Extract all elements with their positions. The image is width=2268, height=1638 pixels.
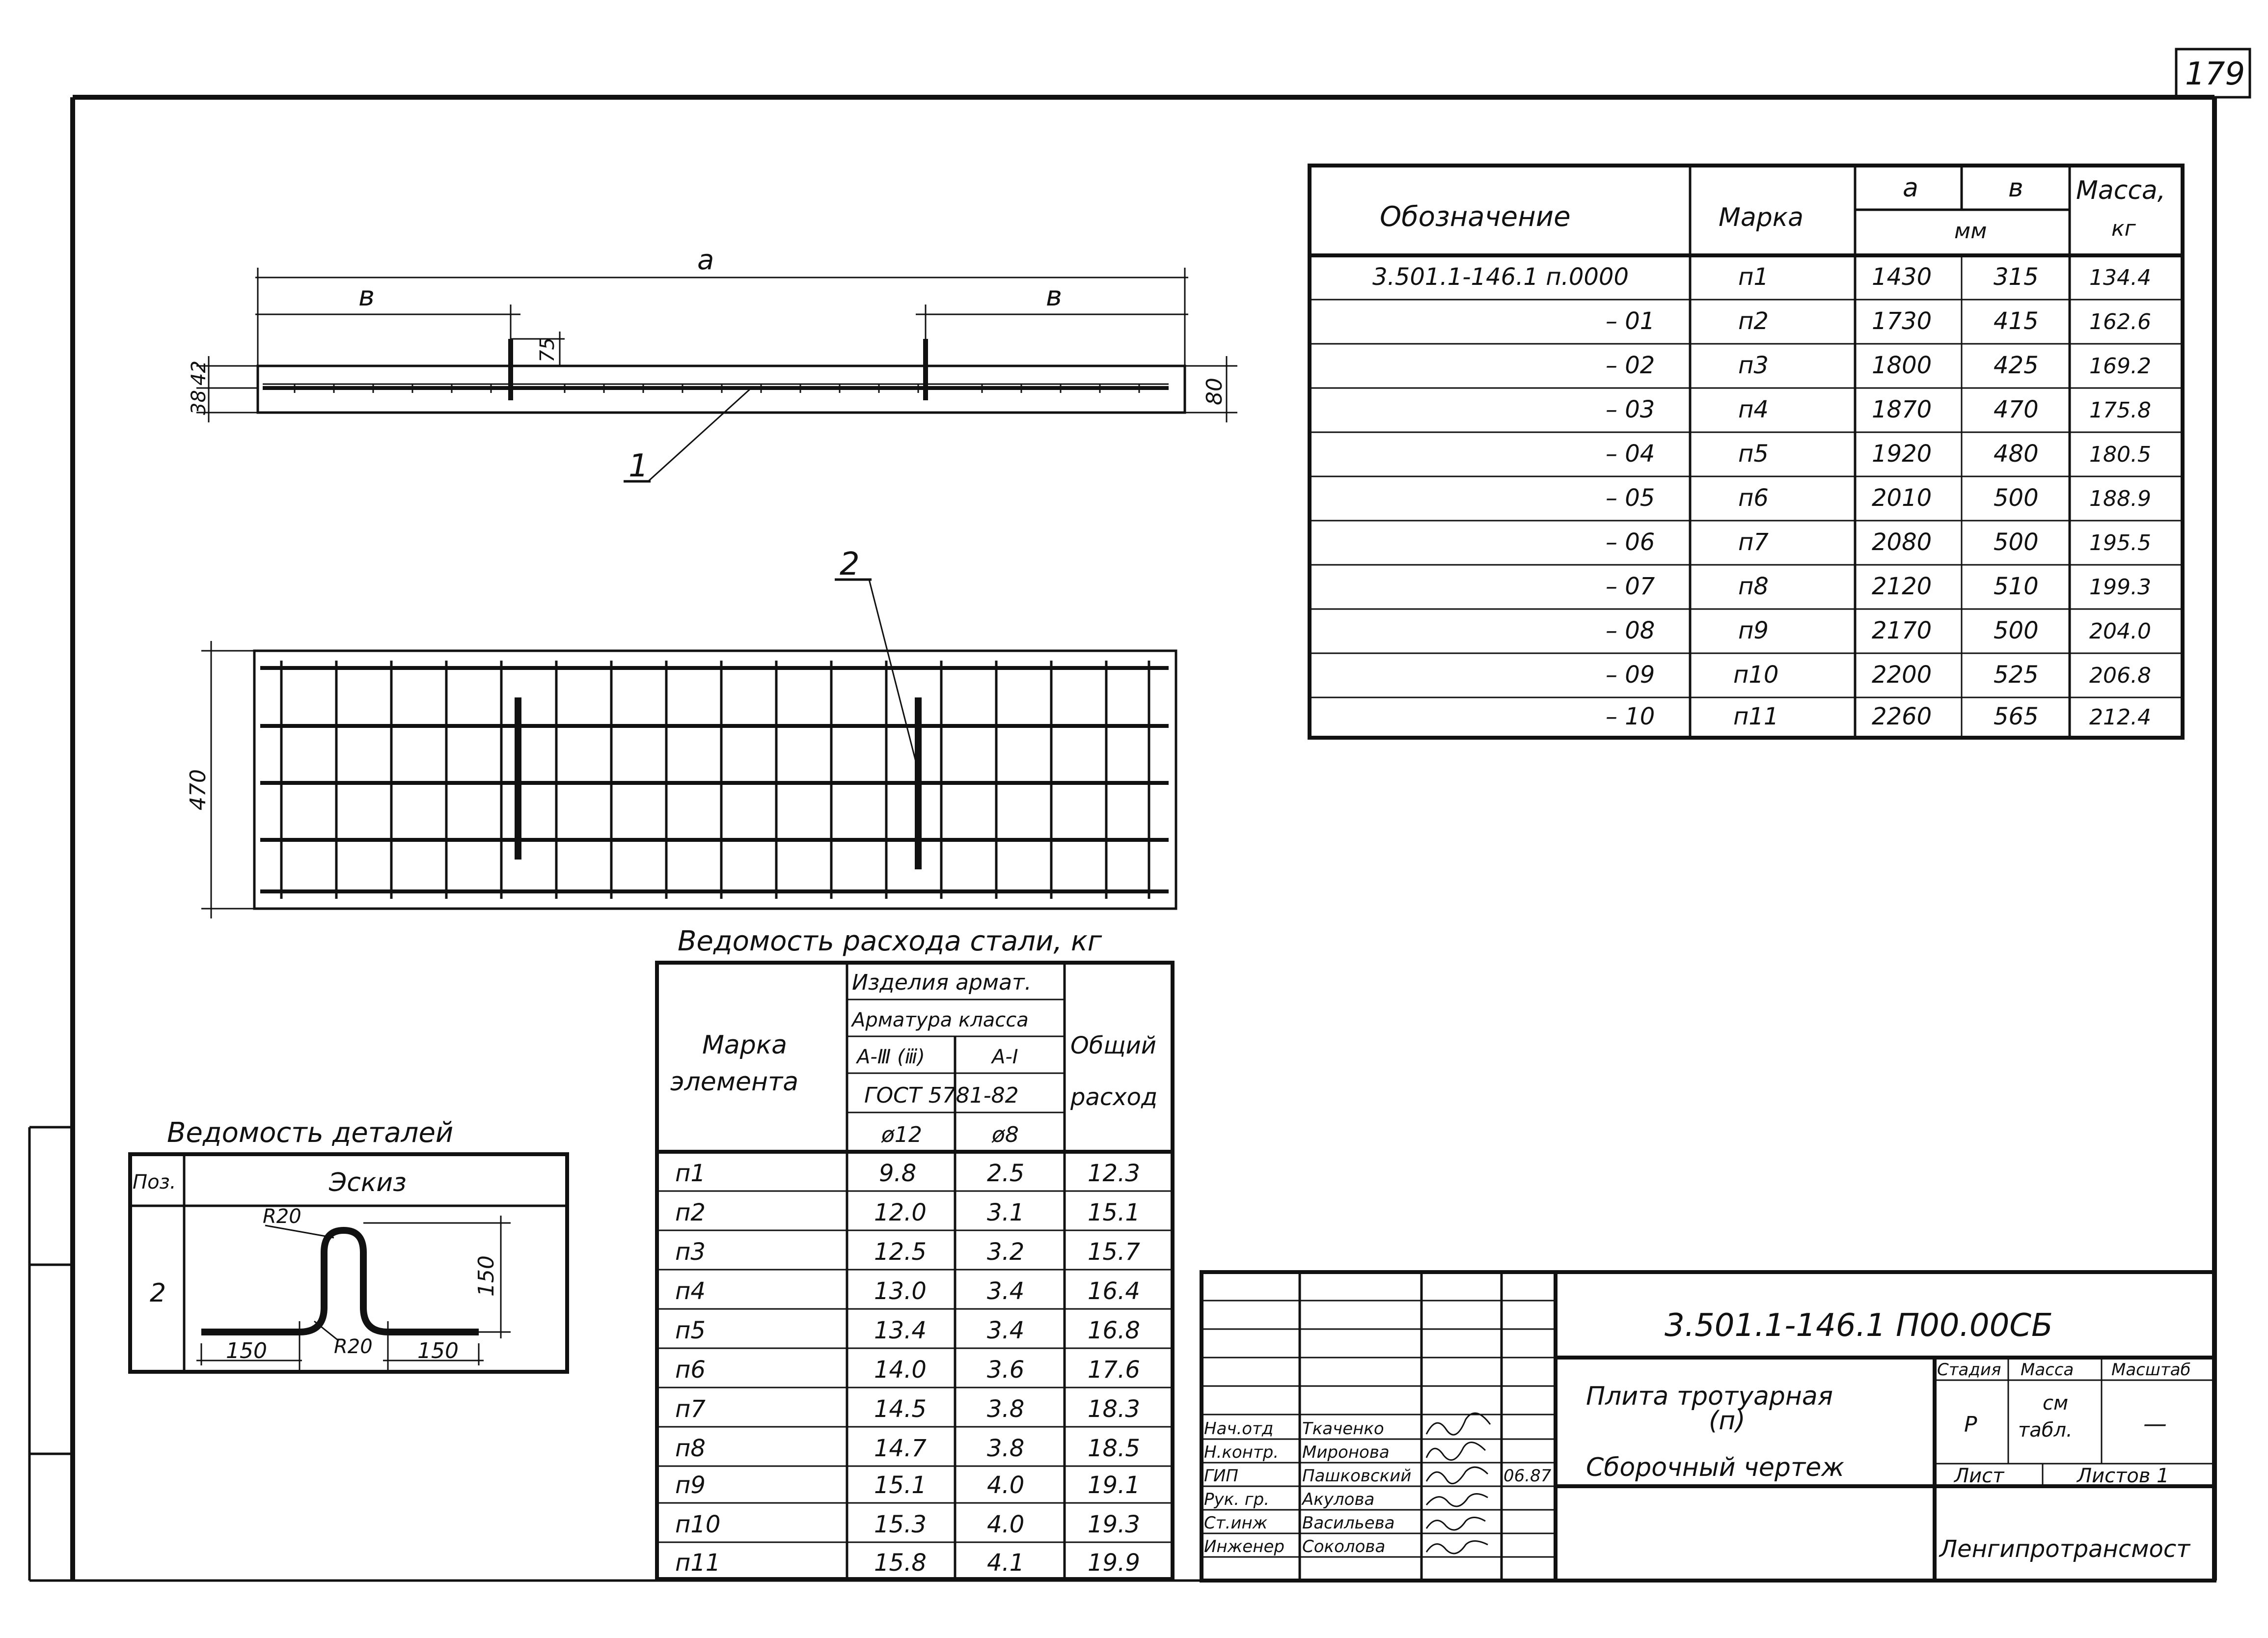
spec-designation: – 02 xyxy=(1606,352,1655,379)
spec-mark: п10 xyxy=(1733,661,1779,689)
steel-total: 17.6 xyxy=(1088,1356,1140,1384)
spec-header-mm: мм xyxy=(1954,219,1987,244)
spec-a: 1730 xyxy=(1872,307,1932,335)
spec-a: 2010 xyxy=(1872,484,1932,512)
spec-designation: – 05 xyxy=(1606,484,1655,512)
details-table-title: Ведомость деталей xyxy=(167,1117,454,1149)
steel-row xyxy=(675,1317,1140,1344)
spec-header-a: a xyxy=(1903,173,1918,203)
steel-d8: 4.1 xyxy=(987,1549,1025,1577)
spec-b: 470 xyxy=(1994,396,2039,423)
spec-mark: п8 xyxy=(1738,573,1769,600)
spec-mass: 162.6 xyxy=(2089,309,2151,334)
spec-designation: – 10 xyxy=(1606,703,1655,730)
steel-d8: 3.4 xyxy=(987,1317,1025,1344)
steel-d8: 4.0 xyxy=(987,1471,1025,1499)
steel-total: 19.3 xyxy=(1088,1511,1140,1538)
spec-designation: – 08 xyxy=(1606,617,1655,644)
steel-d12: 14.0 xyxy=(874,1356,927,1384)
spec-row xyxy=(1372,263,2151,291)
steel-total: 18.3 xyxy=(1088,1395,1140,1423)
detail-dim-left: 150 xyxy=(226,1338,267,1363)
staff-name: Акулова xyxy=(1302,1490,1375,1509)
staff-role: Рук. гр. xyxy=(1204,1490,1270,1509)
spec-a: 1800 xyxy=(1872,352,1932,379)
steel-total: 16.4 xyxy=(1088,1277,1140,1305)
staff-role: Н.контр. xyxy=(1204,1443,1279,1462)
steel-mark: п11 xyxy=(675,1549,721,1577)
steel-mark: п3 xyxy=(675,1238,706,1266)
title-stage-value: Р xyxy=(1964,1412,1977,1437)
steel-d12: 14.7 xyxy=(874,1435,927,1462)
sheet-number: 179 xyxy=(2185,56,2245,92)
spec-a: 2120 xyxy=(1872,573,1932,600)
staff-role: Нач.отд xyxy=(1204,1419,1274,1439)
dim-80: 80 xyxy=(1202,378,1227,405)
steel-total: 12.3 xyxy=(1088,1160,1140,1187)
details-h-pos: Поз. xyxy=(133,1171,176,1194)
steel-h-class: Арматура класса xyxy=(852,1009,1029,1031)
dim-b-right: в xyxy=(1046,280,1063,312)
spec-b: 500 xyxy=(1994,617,2039,644)
steel-h-mark-1: Марка xyxy=(702,1030,788,1060)
steel-h-gost: ГОСТ 5781-82 xyxy=(864,1083,1019,1108)
detail-2-sketch xyxy=(201,1230,479,1332)
steel-total: 16.8 xyxy=(1088,1317,1140,1344)
spec-mark: п2 xyxy=(1738,307,1769,335)
staff-row xyxy=(1204,1443,1485,1462)
spec-a: 1920 xyxy=(1872,440,1932,468)
spec-b: 315 xyxy=(1994,263,2039,291)
steel-row xyxy=(675,1511,1140,1538)
steel-h-d12: ø12 xyxy=(881,1122,922,1147)
steel-total: 19.9 xyxy=(1088,1549,1140,1577)
spec-header-designation: Обозначение xyxy=(1380,201,1571,233)
title-stage-header: Стадия xyxy=(1937,1360,2001,1380)
steel-d8: 3.8 xyxy=(987,1435,1025,1462)
title-sheet-header: Лист xyxy=(1954,1465,2004,1487)
steel-mark: п8 xyxy=(675,1435,706,1462)
steel-row xyxy=(675,1356,1140,1384)
staff-name: Васильева xyxy=(1302,1513,1395,1533)
spec-designation: 3.501.1-146.1 п.0000 xyxy=(1372,263,1629,291)
spec-designation: – 03 xyxy=(1606,396,1655,423)
steel-row xyxy=(675,1549,1140,1577)
staff-role: Ст.инж xyxy=(1204,1513,1268,1533)
spec-mark: п1 xyxy=(1738,263,1769,291)
staff-role: ГИП xyxy=(1204,1466,1238,1486)
staff-row xyxy=(1204,1490,1488,1509)
steel-h-total-2: расход xyxy=(1070,1083,1158,1111)
spec-mass: 212.4 xyxy=(2089,705,2151,730)
elevation-view xyxy=(188,244,1237,484)
spec-designation: – 07 xyxy=(1606,573,1655,600)
steel-total: 15.7 xyxy=(1088,1238,1140,1266)
spec-header-b: в xyxy=(2008,173,2023,203)
staff-name: Пашковский xyxy=(1302,1466,1412,1486)
detail-radius-bottom: R20 xyxy=(334,1335,373,1358)
steel-mark: п4 xyxy=(675,1277,706,1305)
staff-role: Инженер xyxy=(1204,1537,1284,1556)
callout-2: 2 xyxy=(840,546,860,583)
spec-a: 2260 xyxy=(1872,703,1932,730)
steel-d8: 3.1 xyxy=(987,1199,1025,1226)
steel-table-title: Ведомость расхода стали, кг xyxy=(678,925,1102,957)
spec-header-mark: Марка xyxy=(1719,203,1804,232)
title-sheets-header: Листов 1 xyxy=(2077,1465,2169,1487)
title-mass-header: Масса xyxy=(2021,1360,2074,1380)
spec-b: 500 xyxy=(1994,528,2039,556)
staff-name: Соколова xyxy=(1302,1537,1386,1556)
staff-row xyxy=(1204,1466,1552,1486)
dim-b-left: в xyxy=(358,280,375,312)
signature xyxy=(1426,1467,1488,1484)
title-name-2: (п) xyxy=(1709,1406,1746,1436)
steel-d8: 4.0 xyxy=(987,1511,1025,1538)
steel-d8: 2.5 xyxy=(987,1160,1025,1187)
steel-mark: п9 xyxy=(675,1471,706,1499)
steel-row xyxy=(675,1471,1140,1499)
dim-a: a xyxy=(697,244,714,276)
steel-d12: 13.4 xyxy=(874,1317,927,1344)
spec-a: 2080 xyxy=(1872,528,1932,556)
signature xyxy=(1426,1518,1485,1530)
spec-mass: 134.4 xyxy=(2089,265,2151,290)
title-organization: Ленгипротрансмост xyxy=(1940,1535,2190,1563)
spec-header-mass-1: Масса, xyxy=(2076,176,2166,205)
spec-b: 525 xyxy=(1994,661,2039,689)
spec-b: 500 xyxy=(1994,484,2039,512)
spec-mass: 180.5 xyxy=(2089,442,2151,467)
steel-table xyxy=(657,925,1173,1579)
steel-h-total-1: Общий xyxy=(1070,1032,1156,1059)
steel-mark: п6 xyxy=(675,1356,706,1384)
title-block xyxy=(1202,1272,2214,1581)
details-table xyxy=(130,1117,567,1372)
spec-designation: – 06 xyxy=(1606,528,1655,556)
steel-mark: п2 xyxy=(675,1199,706,1226)
signature xyxy=(1426,1413,1490,1435)
title-name-1: Плита тротуарная xyxy=(1586,1382,1833,1411)
spec-mark: п11 xyxy=(1733,703,1779,730)
steel-total: 19.1 xyxy=(1088,1471,1140,1499)
title-mass-value-1: см xyxy=(2043,1392,2069,1415)
steel-h-products: Изделия армат. xyxy=(852,970,1032,995)
spec-header-mass-2: кг xyxy=(2111,216,2136,241)
spec-a: 1870 xyxy=(1872,396,1932,423)
steel-h-a3: А-Ⅲ (ⅲ) xyxy=(857,1046,925,1068)
steel-d8: 3.4 xyxy=(987,1277,1025,1305)
spec-designation: – 09 xyxy=(1606,661,1655,689)
staff-name: Миронова xyxy=(1302,1443,1390,1462)
title-name-3: Сборочный чертеж xyxy=(1586,1453,1844,1482)
plan-view xyxy=(186,546,1176,918)
spec-mass: 169.2 xyxy=(2089,354,2151,379)
spec-b: 510 xyxy=(1994,573,2039,600)
dim-42: 42 xyxy=(188,361,210,386)
details-pos: 2 xyxy=(150,1278,166,1308)
spec-b: 565 xyxy=(1994,703,2039,730)
steel-d12: 12.0 xyxy=(874,1199,927,1226)
spec-a: 2200 xyxy=(1872,661,1932,689)
staff-row xyxy=(1204,1513,1485,1533)
spec-mark: п5 xyxy=(1738,440,1769,468)
spec-b: 415 xyxy=(1994,307,2039,335)
spec-designation: – 01 xyxy=(1606,307,1655,335)
callout-1: 1 xyxy=(628,448,649,484)
signature xyxy=(1426,1443,1485,1460)
steel-h-d8: ø8 xyxy=(992,1122,1019,1147)
steel-total: 18.5 xyxy=(1088,1435,1140,1462)
steel-d12: 15.8 xyxy=(874,1549,927,1577)
steel-row xyxy=(675,1238,1140,1266)
steel-d12: 9.8 xyxy=(879,1160,917,1187)
title-code: 3.501.1-146.1 П00.00СБ xyxy=(1665,1307,2053,1344)
title-scale-value: — xyxy=(2143,1410,2167,1438)
steel-d8: 3.2 xyxy=(987,1238,1025,1266)
staff-date: 06.87 xyxy=(1503,1466,1552,1486)
steel-mark: п1 xyxy=(675,1160,706,1187)
spec-designation: – 04 xyxy=(1606,440,1655,468)
details-h-sketch: Эскиз xyxy=(329,1168,407,1197)
spec-mass: 204.0 xyxy=(2089,619,2151,644)
title-scale-header: Масштаб xyxy=(2111,1360,2191,1380)
steel-row xyxy=(675,1199,1140,1226)
steel-total: 15.1 xyxy=(1088,1199,1140,1226)
steel-d12: 13.0 xyxy=(874,1277,927,1305)
steel-row xyxy=(675,1277,1140,1305)
spec-mark: п4 xyxy=(1738,396,1769,423)
spec-table xyxy=(1310,166,2183,738)
dim-470: 470 xyxy=(186,769,211,810)
steel-d12: 15.3 xyxy=(874,1511,927,1538)
staff-row xyxy=(1204,1537,1488,1556)
signature xyxy=(1426,1494,1488,1507)
dim-75: 75 xyxy=(536,337,559,362)
spec-b: 425 xyxy=(1994,352,2039,379)
steel-d8: 3.8 xyxy=(987,1395,1025,1423)
steel-d12: 12.5 xyxy=(874,1238,927,1266)
spec-b: 480 xyxy=(1994,440,2039,468)
steel-row xyxy=(675,1160,1140,1187)
steel-h-mark-2: элемента xyxy=(670,1067,799,1097)
spec-mass: 175.8 xyxy=(2089,398,2151,423)
detail-dim-right: 150 xyxy=(417,1338,459,1363)
steel-row xyxy=(675,1435,1140,1462)
dim-38: 38 xyxy=(188,390,210,415)
steel-d8: 3.6 xyxy=(987,1356,1025,1384)
title-mass-value-2: табл. xyxy=(2018,1419,2073,1442)
steel-row xyxy=(675,1395,1140,1423)
signature xyxy=(1426,1541,1488,1554)
spec-a: 1430 xyxy=(1872,263,1932,291)
staff-row xyxy=(1204,1413,1490,1439)
spec-mark: п6 xyxy=(1738,484,1769,512)
spec-a: 2170 xyxy=(1872,617,1932,644)
spec-mass: 199.3 xyxy=(2089,575,2151,600)
steel-d12: 14.5 xyxy=(874,1395,927,1423)
steel-mark: п5 xyxy=(675,1317,706,1344)
steel-h-a1: А-I xyxy=(992,1046,1018,1068)
spec-mark: п9 xyxy=(1738,617,1769,644)
spec-mark: п3 xyxy=(1738,352,1769,379)
spec-mass: 195.5 xyxy=(2089,530,2151,555)
detail-dim-height: 150 xyxy=(474,1255,499,1297)
steel-mark: п10 xyxy=(675,1511,721,1538)
steel-d12: 15.1 xyxy=(874,1471,927,1499)
spec-mass: 188.9 xyxy=(2089,486,2151,511)
steel-mark: п7 xyxy=(675,1395,706,1423)
spec-mark: п7 xyxy=(1738,528,1769,556)
spec-mass: 206.8 xyxy=(2089,663,2151,688)
staff-name: Ткаченко xyxy=(1302,1419,1384,1439)
detail-radius-top: R20 xyxy=(263,1205,301,1228)
